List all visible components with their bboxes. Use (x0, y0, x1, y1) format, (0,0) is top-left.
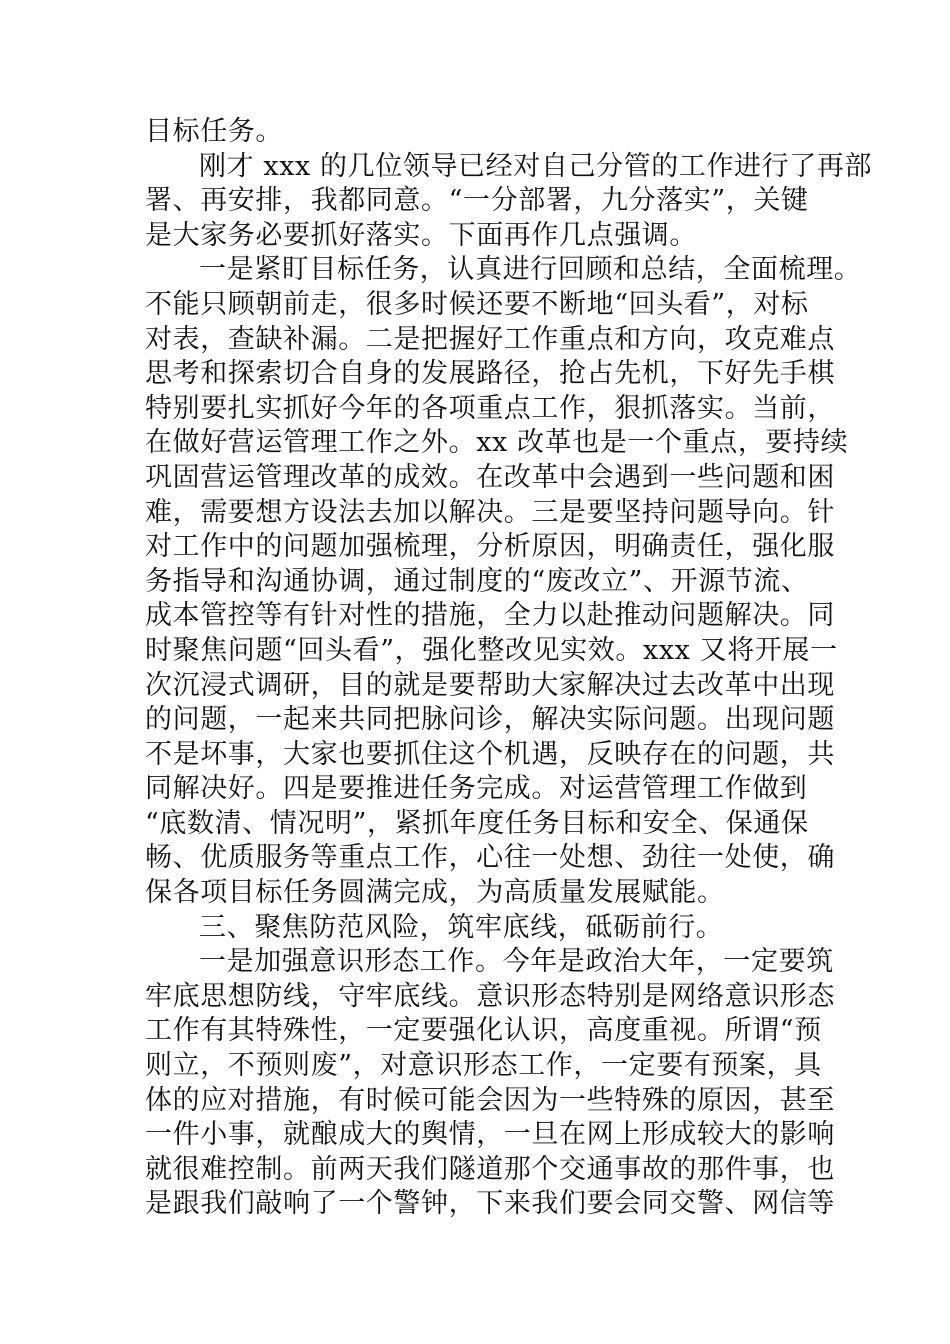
text-line: 在做好营运管理工作之外。xx 改革也是一个重点，要持续 (145, 427, 849, 459)
text-line: 同解决好。四是要推进任务完成。对运营管理工作做到 (145, 773, 808, 805)
text-line: 难，需要想方设法去加以解决。三是要坚持问题导向。针 (145, 496, 835, 528)
text-line: 牢底思想防线，守牢底线。意识形态特别是网络意识形态 (145, 980, 835, 1012)
text-line: 一是紧盯目标任务，认真进行回顾和总结，全面梳理。 (199, 254, 862, 286)
text-line: 署、再安排，我都同意。“一分部署，九分落实”，关键 (145, 185, 809, 217)
text-line: 务指导和沟通协调，通过制度的“废改立”、开源节流、 (145, 565, 809, 597)
text-line: 是大家务必要抓好落实。下面再作几点强调。 (145, 219, 697, 251)
text-line: 一件小事，就酿成大的舆情，一旦在网上形成较大的影响 (145, 1119, 835, 1151)
text-line: 工作有其特殊性，一定要强化认识，高度重视。所谓“预 (145, 1015, 822, 1047)
text-line: 畅、优质服务等重点工作，心往一处想、劲往一处使，确 (145, 842, 835, 874)
text-line: 一是加强意识形态工作。今年是政治大年，一定要筑 (199, 946, 834, 978)
text-line: 则立，不预则废”，对意识形态工作，一定要有预案，具 (145, 1050, 822, 1082)
text-line: 不是坏事，大家也要抓住这个机遇，反映存在的问题，共 (145, 738, 835, 770)
text-line: 不能只顾朝前走，很多时候还要不断地“回头看”，对标 (145, 288, 809, 320)
text-line: 目标任务。 (145, 116, 283, 147)
text-line: 刚才 xxx 的几位领导已经对自己分管的工作进行了再部 (199, 150, 873, 182)
text-line: 的问题，一起来共同把脉问诊，解决实际问题。出现问题 (145, 704, 835, 736)
section-heading: 三、聚焦防范风险，筑牢底线，砥砺前行。 (199, 911, 724, 943)
text-line: 巩固营运管理改革的成效。在改革中会遇到一些问题和困 (145, 461, 835, 493)
text-line: 对工作中的问题加强梳理，分析原因，明确责任，强化服 (145, 531, 835, 563)
text-line: “底数清、情况明”，紧抓年度任务目标和安全、保通保 (145, 807, 809, 839)
text-line: 思考和探索切合自身的发展路径，抢占先机，下好先手棋 (145, 358, 835, 390)
text-line: 就很难控制。前两天我们隧道那个交通事故的那件事，也 (145, 1153, 835, 1185)
text-line: 成本管控等有针对性的措施，全力以赴推动问题解决。同 (145, 600, 835, 632)
document-body (145, 115, 873, 1222)
text-line: 是跟我们敲响了一个警钟，下来我们要会同交警、网信等 (145, 1188, 835, 1220)
text-line: 对表，查缺补漏。二是把握好工作重点和方向，攻克难点 (145, 323, 835, 355)
text-line: 特别要扎实抓好今年的各项重点工作，狠抓落实。当前， (145, 392, 835, 424)
text-line: 体的应对措施，有时候可能会因为一些特殊的原因，甚至 (145, 1084, 835, 1116)
text-line: 次沉浸式调研，目的就是要帮助大家解决过去改革中出现 (145, 669, 835, 701)
text-line: 时聚焦问题“回头看”，强化整改见实效。xxx 又将开展一 (145, 634, 838, 666)
text-line: 保各项目标任务圆满完成，为高质量发展赋能。 (145, 877, 725, 909)
